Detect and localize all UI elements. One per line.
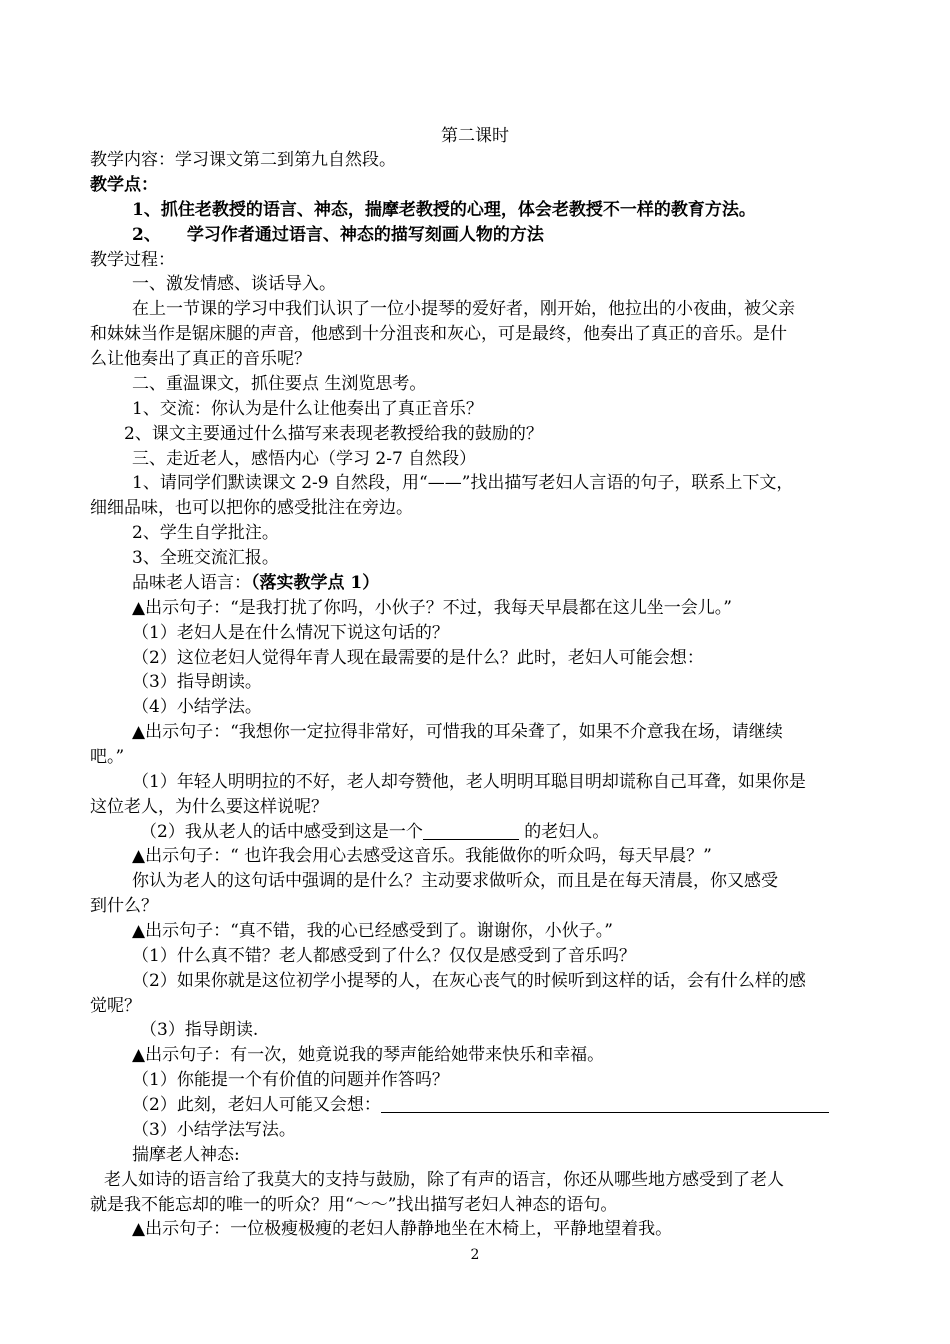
section-2-question-1: 1、交流：你认为是什么让他奏出了真正音乐？	[132, 399, 483, 419]
answer-line	[381, 1094, 829, 1113]
section-3-item-2: 2、学生自学批注。	[132, 523, 279, 543]
fill-in-blank	[423, 821, 519, 840]
sentence-1-question-3: （3）指导朗读。	[132, 672, 262, 692]
section-2-question-2: 2、课文主要通过什么描写来表现老教授给我的鼓励的？	[124, 424, 543, 444]
sentence-2-question-2-tail: 的老妇人。	[518, 822, 610, 842]
key-point-1: 1、抓住老教授的语言、神态，揣摩老教授的心理，体会老教授不一样的教育方法。	[132, 200, 756, 220]
section-2-heading: 二、重温课文，抓住要点 生浏览思考。	[132, 374, 427, 394]
sentence-6: ▲出示句子：一位极瘦极瘦的老妇人静静地坐在木椅上，平静地望着我。	[132, 1219, 673, 1239]
section-1-paragraph-line: 么让他奏出了真正的音乐呢？	[90, 349, 311, 369]
sentence-2-question-2	[140, 820, 609, 844]
section-3-item-1-line: 细细品味，也可以把你的感受批注在旁边。	[90, 498, 413, 518]
key-points-heading: 教学点：	[90, 175, 158, 195]
sentence-4: ▲出示句子：“真不错，我的心已经感受到了。谢谢你，小伙子。”	[132, 921, 613, 941]
key-point-2	[132, 223, 544, 247]
expression-heading: 揣摩老人神态:	[132, 1145, 240, 1165]
taste-language-note: （落实教学点 1）	[251, 573, 380, 593]
section-3-item-3: 3、全班交流汇报。	[132, 548, 279, 568]
sentence-4-question-2-line: （2）如果你就是这位初学小提琴的人，在灰心丧气的时候听到这样的话，会有什么样的感	[132, 971, 806, 991]
taste-language-label: 品味老人语言：	[132, 573, 251, 593]
expression-paragraph-line: 老人如诗的语言给了我莫大的支持与鼓励，除了有声的语言，你还从哪些地方感受到了老人	[104, 1170, 784, 1190]
sentence-3: ▲出示句子：“ 也许我会用心去感受这音乐。我能做你的听众吗，每天早晨？”	[132, 846, 712, 866]
lesson-title: 第二课时	[441, 126, 509, 146]
sentence-5-question-1: （1）你能提一个有价值的问题并作答吗？	[132, 1070, 449, 1090]
key-point-2-number: 2、	[132, 225, 161, 245]
sentence-2-line: 吧。”	[90, 747, 125, 767]
sentence-5-question-3: （3）小结学法写法。	[132, 1120, 296, 1140]
sentence-4-question-1: （1）什么真不错？老人都感受到了什么？仅仅是感受到了音乐吗？	[132, 946, 636, 966]
sentence-2-line: ▲出示句子：“我想你一定拉得非常好，可惜我的耳朵聋了，如果不介意我在场，请继续	[132, 722, 783, 742]
sentence-3-paragraph-line: 你认为老人的这句话中强调的是什么？主动要求做听众，而且是在每天清晨，你又感受	[132, 871, 778, 891]
section-3-item-1-line: 1、请同学们默读课文 2-9 自然段，用“——”找出描写老妇人言语的句子，联系上下文，	[132, 473, 794, 493]
section-1-paragraph-line: 在上一节课的学习中我们认识了一位小提琴的爱好者，刚开始，他拉出的小夜曲，被父亲	[132, 299, 795, 319]
sentence-5-question-2	[132, 1093, 829, 1117]
expression-paragraph-line: 就是我不能忘却的唯一的听众？用“～～”找出描写老妇人神态的语句。	[90, 1195, 618, 1215]
sentence-1-question-1: （1）老妇人是在什么情况下说这句话的？	[132, 623, 449, 643]
process-heading: 教学过程：	[90, 250, 175, 270]
sentence-3-paragraph-line: 到什么？	[90, 896, 158, 916]
sentence-5-question-2-text: （2）此刻，老妇人可能又会想：	[132, 1095, 381, 1115]
section-3-heading: 三、走近老人，感悟内心（学习 2-7 自然段）	[132, 449, 477, 469]
sentence-5: ▲出示句子：有一次，她竟说我的琴声能给她带来快乐和幸福。	[132, 1045, 605, 1065]
section-1-heading: 一、激发情感、谈话导入。	[132, 274, 336, 294]
sentence-1: ▲出示句子：“是我打扰了你吗，小伙子？不过，我每天早晨都在这儿坐一会儿。”	[132, 598, 732, 618]
section-1-paragraph-line: 和妹妹当作是锯床腿的声音，他感到十分沮丧和灰心，可是最终，他奏出了真正的音乐。是什	[90, 324, 787, 344]
sentence-2-question-1-line: （1）年轻人明明拉的不好，老人却夸赞他，老人明明耳聪目明却谎称自己耳聋，如果你是	[132, 772, 806, 792]
key-point-2-text: 学习作者通过语言、神态的描写刻画人物的方法	[186, 225, 544, 245]
sentence-4-question-2-line: 觉呢？	[90, 996, 141, 1016]
sentence-4-question-3: （3）指导朗读.	[140, 1020, 259, 1040]
sentence-2-question-2-text: （2）我从老人的话中感受到这是一个	[140, 822, 423, 842]
sentence-1-question-2: （2）这位老妇人觉得年青人现在最需要的是什么？此时，老妇人可能会想：	[132, 648, 704, 668]
sentence-2-question-1-line: 这位老人，为什么要这样说呢？	[90, 797, 328, 817]
teaching-content: 教学内容：学习课文第二到第九自然段。	[90, 150, 396, 170]
page-number: 2	[470, 1247, 480, 1263]
taste-language-heading	[132, 571, 379, 595]
sentence-1-question-4: （4）小结学法。	[132, 697, 262, 717]
